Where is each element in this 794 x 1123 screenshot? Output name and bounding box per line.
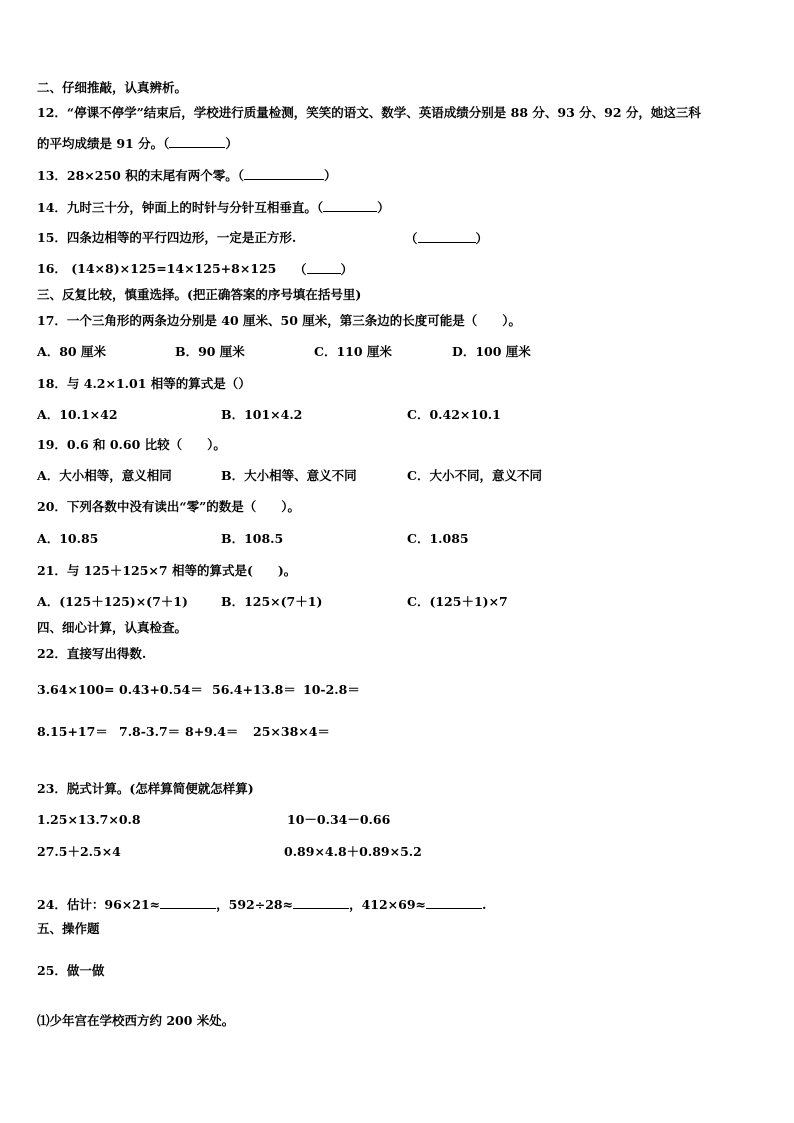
q23-expr-1: 1.25×13.7×0.8: [37, 812, 141, 827]
q24-part-c: ，412×69≈: [349, 897, 427, 912]
paren-open: （: [294, 262, 307, 277]
q22-calc-3: 56.4+13.8＝: [212, 682, 296, 697]
question-19: 19．0.6 和 0.60 比较（ ）。: [37, 437, 226, 452]
question-14-text: 14．九时三十分，钟面上的时针与分针互相垂直。: [37, 200, 317, 215]
q17-option-b[interactable]: B．90 厘米: [175, 344, 245, 359]
q22-calc-7: 8+9.4＝: [185, 724, 239, 739]
q24-end: .: [482, 897, 487, 912]
answer-blank-12[interactable]: [169, 135, 225, 148]
question-21: 21．与 125＋125×7 相等的算式是( )。: [37, 563, 297, 578]
answer-blank-16[interactable]: [307, 261, 341, 274]
question-25: 25．做一做: [37, 963, 105, 978]
section-4-heading: 四、细心计算，认真检查。: [37, 620, 188, 635]
q22-calc-4: 10-2.8＝: [303, 682, 360, 697]
paren-open: （: [405, 231, 418, 246]
question-13-text: 13．28×250 积的末尾有两个零。: [37, 168, 238, 183]
q24-part-a: 24．估计：96×21≈: [37, 897, 161, 912]
section-5-heading: 五、操作题: [37, 921, 100, 936]
question-12-text: 的平均成绩是 91 分。: [37, 136, 164, 151]
q20-option-a[interactable]: A．10.85: [37, 531, 99, 546]
question-13: [37, 167, 337, 184]
q17-option-c[interactable]: C．110 厘米: [314, 344, 392, 359]
q22-calc-6: 7.8-3.7＝: [119, 724, 181, 739]
q23-expr-2: 10－0.34－0.66: [287, 812, 391, 827]
paren-close: ）: [475, 231, 489, 246]
paren-close: ）: [377, 200, 390, 215]
paren-close: ）: [323, 168, 337, 183]
section-2-heading: 二、仔细推敲，认真辨析。: [37, 80, 188, 95]
q19-option-a[interactable]: A．大小相等，意义相同: [37, 468, 172, 483]
answer-blank-24c[interactable]: [426, 896, 482, 909]
question-23: 23．脱式计算。(怎样算简便就怎样算): [37, 781, 254, 796]
paren-open: （: [163, 136, 170, 151]
question-16-answer: [294, 261, 353, 278]
paren-close: ）: [340, 262, 354, 277]
question-14: [37, 199, 390, 216]
question-20: 20．下列各数中没有读出“零”的数是（ ）。: [37, 499, 301, 514]
q21-option-b[interactable]: B．125×(7＋1): [221, 594, 323, 609]
question-24: [37, 896, 486, 913]
q22-calc-1: 3.64×100=: [37, 682, 115, 697]
question-15-text: 15．四条边相等的平行四边形，一定是正方形.: [37, 230, 297, 245]
q24-part-b: ，592÷28≈: [216, 897, 294, 912]
q19-option-b[interactable]: B．大小相等、意义不同: [221, 468, 357, 483]
q22-calc-2: 0.43+0.54＝: [119, 682, 203, 697]
q21-option-a[interactable]: A．(125＋125)×(7＋1): [37, 594, 188, 609]
answer-blank-15[interactable]: [418, 230, 476, 243]
question-15-answer: [405, 230, 488, 247]
q22-calc-5: 8.15+17＝: [37, 724, 108, 739]
paren-open: （: [237, 168, 244, 183]
q18-option-c[interactable]: C．0.42×10.1: [407, 407, 501, 422]
question-18: 18．与 4.2×1.01 相等的算式是（）: [37, 376, 251, 391]
paren-open: （: [316, 200, 324, 215]
q20-option-b[interactable]: B．108.5: [221, 531, 284, 546]
q18-option-a[interactable]: A．10.1×42: [37, 407, 118, 422]
question-25-part-1: ⑴少年宫在学校西方约 200 米处。: [37, 1013, 235, 1028]
q17-option-a[interactable]: A．80 厘米: [37, 344, 106, 359]
answer-blank-24b[interactable]: [293, 896, 349, 909]
q23-expr-3: 27.5＋2.5×4: [37, 844, 121, 859]
q18-option-b[interactable]: B．101×4.2: [221, 407, 303, 422]
question-22: 22．直接写出得数.: [37, 646, 147, 661]
section-3-heading: 三、反复比较，慎重选择。(把正确答案的序号填在括号里): [37, 287, 362, 302]
question-12-line-2: [37, 135, 238, 152]
question-16-text: 16． (14×8)×125=14×125+8×125: [37, 261, 277, 276]
answer-blank-13[interactable]: [244, 167, 324, 180]
question-17: 17．一个三角形的两条边分别是 40 厘米、50 厘米，第三条边的长度可能是（ ）。: [37, 313, 521, 328]
q19-option-c[interactable]: C．大小不同，意义不同: [407, 468, 542, 483]
paren-close: ）: [225, 136, 238, 151]
question-12-line-1: 12．“停课不停学”结束后，学校进行质量检测，笑笑的语文、数学、英语成绩分别是 88 分、93 分、92 分，她这三科: [37, 105, 701, 120]
q17-option-d[interactable]: D．100 厘米: [452, 344, 531, 359]
q21-option-c[interactable]: C．(125＋1)×7: [407, 594, 508, 609]
answer-blank-14[interactable]: [323, 199, 377, 212]
answer-blank-24a[interactable]: [160, 896, 216, 909]
q22-calc-8: 25×38×4＝: [253, 724, 330, 739]
q23-expr-4: 0.89×4.8＋0.89×5.2: [284, 844, 422, 859]
q20-option-c[interactable]: C．1.085: [407, 531, 469, 546]
